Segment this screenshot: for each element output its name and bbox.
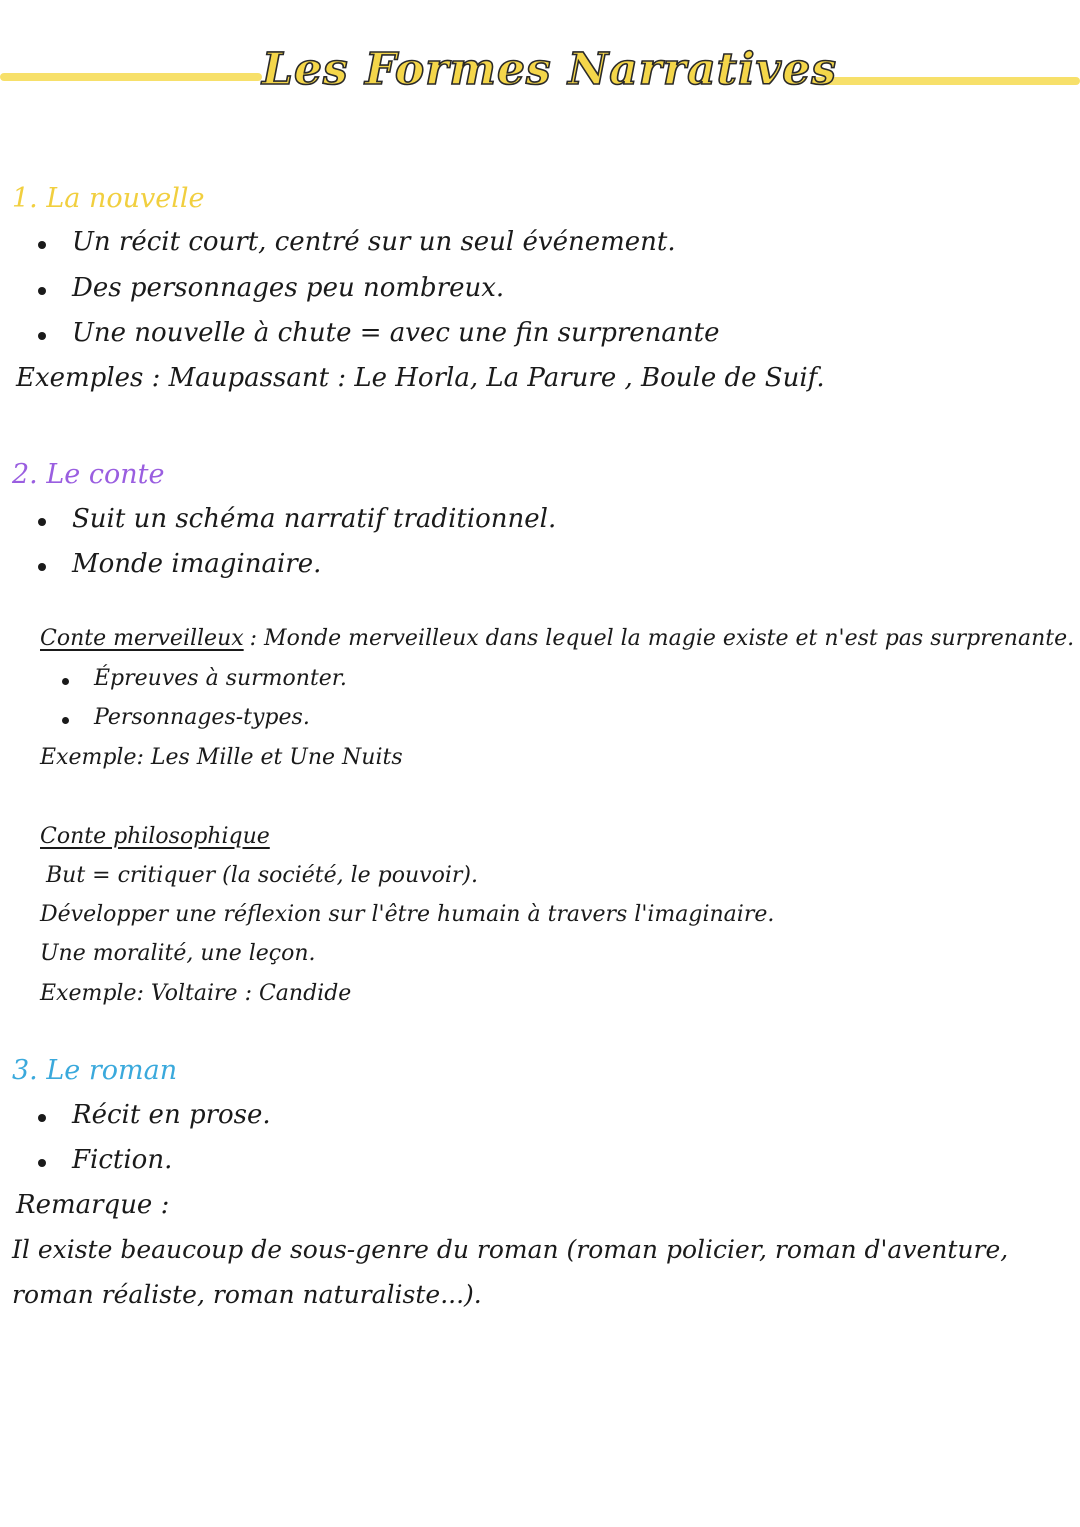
- list-item: Des personnages peu nombreux.: [72, 273, 505, 303]
- bullet-dot: [38, 518, 46, 526]
- bullet-dot: [38, 332, 46, 340]
- bullet-dot: [38, 1114, 46, 1122]
- text-line: Il existe beaucoup de sous-genre du roman (roman policier, roman d'aventure,: [12, 1235, 1009, 1264]
- text-line: Une moralité, une leçon.: [40, 941, 316, 966]
- title-rule-right: [812, 77, 1080, 85]
- bullet-dot: [38, 287, 46, 295]
- bullet-dot: [62, 678, 69, 685]
- list-item: Épreuves à surmonter.: [94, 666, 347, 691]
- remark-label: Remarque :: [16, 1190, 170, 1220]
- examples-line: Exemples : Maupassant : Le Horla, La Parure , Boule de Suif.: [16, 363, 825, 393]
- list-item: Récit en prose.: [72, 1100, 271, 1130]
- bullet-dot: [38, 241, 46, 249]
- list-item: Personnages-types.: [94, 705, 310, 730]
- conte-merveilleux-label: Conte merveilleux: [40, 626, 244, 651]
- bullet-dot: [62, 717, 69, 724]
- list-item: Suit un schéma narratif traditionnel.: [72, 504, 557, 534]
- section-heading-roman: 3. Le roman: [12, 1055, 178, 1086]
- section-heading-conte: 2. Le conte: [12, 459, 165, 490]
- page-title: Les Formes Narratives: [262, 44, 837, 95]
- list-item: Fiction.: [72, 1145, 173, 1175]
- example-line: Exemple: Voltaire : Candide: [40, 981, 352, 1006]
- bullet-dot: [38, 1159, 46, 1167]
- text-line: But = critiquer (la société, le pouvoir).: [46, 863, 478, 888]
- conte-merveilleux-row: [40, 626, 1074, 651]
- title-rule-left: [0, 73, 262, 81]
- example-line: Exemple: Les Mille et Une Nuits: [40, 745, 403, 770]
- list-item: Une nouvelle à chute = avec une fin surprenante: [72, 318, 720, 348]
- conte-philosophique-label: Conte philosophique: [40, 824, 270, 849]
- list-item: Monde imaginaire.: [72, 549, 322, 579]
- text-line: roman réaliste, roman naturaliste...).: [12, 1280, 482, 1309]
- text-line: Développer une réflexion sur l'être humain à travers l'imaginaire.: [40, 902, 775, 927]
- conte-merveilleux-definition: : Monde merveilleux dans lequel la magie existe et n'est pas surprenante.: [249, 626, 1075, 651]
- section-heading-nouvelle: 1. La nouvelle: [12, 183, 205, 214]
- bullet-dot: [38, 563, 46, 571]
- list-item: Un récit court, centré sur un seul événement.: [72, 227, 676, 257]
